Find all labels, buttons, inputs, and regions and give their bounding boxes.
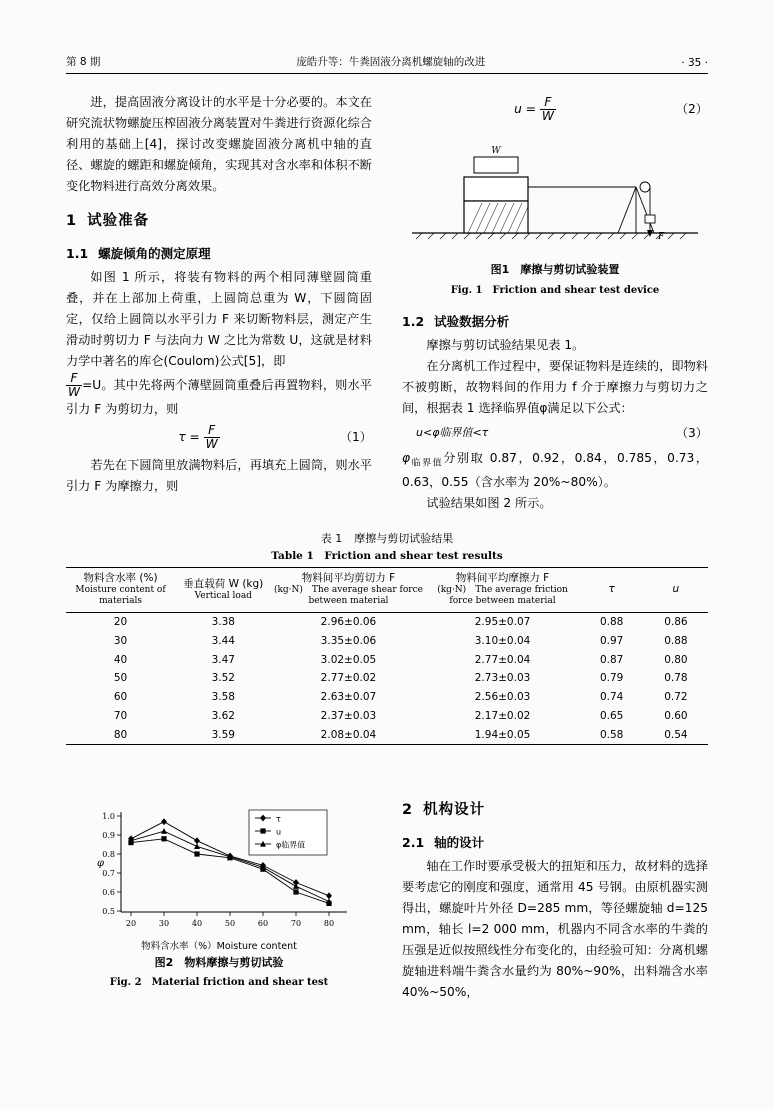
- col-header-moisture-cn: 物料含水率 (%): [83, 572, 158, 584]
- paragraph-results-ref: 摩擦与剪切试验结果见表 1。: [426, 338, 585, 353]
- col-header-friction: [426, 568, 580, 613]
- heading-2-1-text: 轴的设计: [434, 834, 485, 850]
- eq1-denominator: W: [205, 436, 218, 451]
- phi-values-text: 分别取 0.87，0.92，0.84，0.785，0.73，0.63，0.55（含水率为 20%~80%）。: [402, 451, 708, 490]
- paragraph-shaft-design: 轴在工作时要承受极大的扭矩和压力，故材料的选择要考虑它的刚度和强度，通常用 45 号钢。由原机器实测得出，螺旋叶片外径 D=285 mm，等径螺旋轴 d=125 mm，轴长 l=2 000 mm，机器内不同含水率的牛粪的压强是近似按照线性分布变化的，由经验可知：分离机螺旋轴进料端牛粪含水量约为 80%~90%，出料端含水率 40%~50%，: [402, 859, 708, 1000]
- table-cell: 3.44: [211, 634, 235, 647]
- table-cell: 2.77±0.04: [474, 653, 531, 666]
- table-row: [66, 725, 708, 744]
- table-cell: 2.96±0.06: [320, 616, 377, 629]
- table-row: [66, 669, 708, 688]
- heading-1-number: 1: [66, 212, 78, 229]
- table-cell: 0.97: [599, 634, 624, 647]
- col-header-load-cn: 垂直载荷 W (kg): [183, 577, 264, 590]
- heading-2-mechanism: [402, 798, 708, 823]
- figure-2-chart: [79, 800, 359, 940]
- chart-marker: [161, 836, 166, 841]
- intro-paragraph: 进，提高固液分离设计的水平是十分必要的。本文在研究流状物螺旋压榨固液分离装置对牛粪进行资源化综合利用的基础上[4]，探讨改变螺旋固液分离机中轴的直径、螺旋的螺距和螺旋倾角，实现其对含水率和体积不断变化物料进行高效分离效果。: [66, 95, 372, 193]
- table-cell: 2.73±0.03: [474, 672, 531, 685]
- table-cell: 3.02±0.05: [320, 653, 377, 666]
- table-cell: 3.62: [211, 709, 235, 722]
- equation-3: u<φ临界值<τ: [416, 426, 489, 440]
- header-issue: 第 8 期: [66, 56, 101, 68]
- chart-marker: [194, 851, 199, 856]
- col-header-load-en: Vertical load: [194, 590, 252, 601]
- table-row: [66, 707, 708, 726]
- figure-1: [402, 129, 708, 257]
- col-header-moisture-en: Moisture content of materials: [75, 585, 166, 607]
- table-cell: 50: [113, 672, 128, 685]
- table-cell: 2.56±0.03: [474, 691, 531, 704]
- table-1-number: 表 1: [320, 532, 343, 545]
- eq2-numerator: F: [540, 96, 556, 110]
- table-cell: 2.37±0.03: [320, 709, 377, 722]
- equation-1-number: （1）: [339, 429, 372, 444]
- table-cell: 20: [113, 616, 128, 629]
- fraction-f-over-w-eq1: [204, 424, 220, 451]
- fraction-f-over-w-eq2: [540, 96, 556, 123]
- table-cell: 2.08±0.04: [320, 728, 377, 741]
- paragraph-friction-case: 若先在下圆筒里放满物料后，再填充上圆筒，则水平引力 F 为摩擦力，则: [66, 457, 372, 493]
- heading-1-1-number: 1.1: [66, 245, 89, 261]
- svg-text:0.5: 0.5: [102, 907, 115, 916]
- table-cell: 2.63±0.07: [320, 691, 377, 704]
- chart-marker: [293, 883, 299, 889]
- table-cell: 3.59: [211, 728, 235, 741]
- equation-2-row: [402, 96, 708, 123]
- figure-2-caption-cn: 图2 物料摩擦与剪切试验: [154, 956, 284, 969]
- figure-2-caption-en: Fig. 2 Material friction and shear test: [109, 977, 329, 988]
- figure-1-caption-cn: 图1 摩擦与剪切试验装置: [490, 262, 620, 276]
- equation-1-row: [66, 424, 372, 451]
- chart-marker: [293, 889, 298, 894]
- equation-2-number: （2）: [675, 101, 708, 116]
- table-cell: 0.88: [664, 634, 688, 647]
- heading-1-2-text: 试验数据分析: [434, 313, 510, 329]
- table-cell: 3.58: [211, 691, 235, 704]
- heading-2-1: [402, 832, 708, 854]
- table-cell: 0.88: [599, 616, 624, 629]
- heading-1-1-text: 螺旋倾角的测定原理: [98, 245, 211, 261]
- table-cell: 0.80: [664, 653, 688, 666]
- col-header-friction-cn: 物料间平均摩擦力 F: [455, 572, 550, 584]
- svg-text:70: 70: [290, 919, 302, 928]
- table-cell: 0.87: [599, 653, 624, 666]
- table-row: [66, 650, 708, 669]
- table-row: [66, 688, 708, 707]
- svg-text:0.9: 0.9: [102, 831, 115, 840]
- table-1-block: [66, 530, 708, 745]
- phi-symbol: φ: [402, 451, 411, 466]
- table-cell: 3.10±0.04: [474, 634, 531, 647]
- table-1-title-text: 摩擦与剪切试验结果: [354, 532, 454, 545]
- table-1: [66, 567, 708, 745]
- svg-text:50: 50: [224, 919, 236, 928]
- header-page-number: · 35 ·: [681, 57, 708, 69]
- heading-1-2-number: 1.2: [402, 313, 425, 329]
- figure-2-block: [66, 800, 372, 988]
- table-cell: 0.65: [599, 709, 624, 722]
- fraction-numerator-f: F: [66, 372, 82, 386]
- fraction-f-over-w: [66, 372, 82, 399]
- fraction-denominator-w: W: [68, 385, 81, 400]
- chart-legend-label: τ: [276, 814, 281, 824]
- table-cell: 60: [113, 691, 128, 704]
- heading-1-2: [402, 311, 708, 333]
- table-1-body: [66, 612, 708, 744]
- svg-text:0.6: 0.6: [102, 888, 115, 897]
- heading-2-text: 机构设计: [423, 802, 486, 818]
- table-1-title-en: Table 1 Friction and shear test results: [271, 550, 503, 562]
- table-cell: 2.77±0.02: [320, 672, 377, 685]
- table-cell: 0.54: [664, 728, 688, 741]
- header-title: 庞皓升等：牛粪固液分离机螺旋轴的改进: [296, 56, 486, 68]
- equation-2: u = $\frac{F}{W}$: [514, 95, 554, 123]
- eq2-denominator: W: [541, 108, 554, 123]
- table-cell: 80: [113, 728, 128, 741]
- table-cell: 0.60: [664, 709, 688, 722]
- table-cell: 3.38: [211, 616, 235, 629]
- chart-marker: [260, 828, 265, 833]
- figure-1-caption-en: Fig. 1 Friction and shear test device: [450, 284, 660, 296]
- right-column: [402, 92, 708, 514]
- equation-3-row: [402, 423, 708, 444]
- col-header-shear: [271, 568, 425, 613]
- table-cell: 70: [113, 709, 128, 722]
- paragraph-phi-values: [402, 448, 708, 493]
- table-cell: 2.95±0.07: [474, 616, 531, 629]
- table-1-title-cn: [66, 530, 708, 546]
- col-header-shear-cn: 物料间平均剪切力 F: [301, 572, 396, 584]
- table-cell: 0.78: [664, 672, 688, 685]
- table-cell: 0.86: [664, 616, 688, 629]
- col-header-u: u: [672, 583, 680, 596]
- table-cell: 0.79: [599, 672, 624, 685]
- svg-text:W: W: [491, 145, 501, 156]
- svg-text:30: 30: [158, 919, 170, 928]
- table-cell: 3.47: [211, 653, 235, 666]
- eq1-numerator: F: [204, 424, 220, 438]
- table-cell: 3.52: [211, 672, 235, 685]
- table-header-row: [66, 568, 708, 613]
- figure-2-xlabel: 物料含水率（%）Moisture content: [141, 941, 297, 952]
- svg-text:0.8: 0.8: [102, 850, 115, 859]
- svg-text:0.7: 0.7: [102, 869, 115, 878]
- equation-1: τ = $\frac{F}{W}$: [178, 422, 218, 451]
- section-2: [402, 798, 708, 1003]
- table-cell: 2.17±0.02: [474, 709, 531, 722]
- table-1-head: [66, 568, 708, 613]
- equation-3-number: （3）: [675, 426, 708, 441]
- col-header-load: [175, 568, 271, 613]
- table-cell: 1.94±0.05: [474, 728, 531, 741]
- heading-1-text: 试验准备: [87, 212, 150, 229]
- table-cell: 0.58: [599, 728, 624, 741]
- svg-text:1.0: 1.0: [102, 812, 115, 821]
- paragraph-figure2-ref: 试验结果如图 2 所示。: [426, 496, 552, 511]
- chart-legend-label: u: [276, 827, 282, 837]
- table-row: [66, 612, 708, 631]
- svg-text:80: 80: [323, 919, 335, 928]
- table-cell: 30: [113, 634, 128, 647]
- equation-fw-u: [66, 372, 372, 420]
- page-header: [66, 54, 708, 74]
- svg-text:φ: φ: [97, 858, 105, 869]
- table-cell: 40: [113, 653, 128, 666]
- svg-text:60: 60: [257, 919, 269, 928]
- table-cell: 0.74: [599, 691, 624, 704]
- col-header-friction-en: (kg·N) The average friction force between material: [437, 585, 568, 607]
- col-header-shear-en: (kg·N) The average shear force between material: [273, 585, 423, 607]
- heading-2-number: 2: [402, 802, 414, 818]
- paragraph-continuity: 在分离机工作过程中，要保证物料是连续的，即物料不被剪断，故物料间的作用力 f 介于摩擦力与剪切力之间，根据表 1 选择临界值φ满足以下公式：: [402, 359, 708, 416]
- svg-text:20: 20: [125, 919, 137, 928]
- paragraph-coulomb-continued: =U。其中先将两个薄壁圆筒重叠后再置物料，则水平引力 F 为剪切力，则: [66, 378, 372, 416]
- table-cell: 3.35±0.06: [320, 634, 377, 647]
- chart-marker: [194, 837, 200, 844]
- paragraph-measure-principle: 如图 1 所示，将装有物料的两个相同薄壁圆筒重叠，并在上部加上荷重，上圆筒总重为 W，下圆筒固定，仅给上圆筒以水平引力 F 来切断物料层，测定产生滑动时剪切力 F 与法向力 W 之比为常数 U，这就是材料力学中著名的库仑(Coulom)公式[5]，即: [66, 270, 372, 369]
- col-header-moisture: [66, 568, 175, 613]
- figure-1-drawing: [402, 129, 708, 257]
- col-header-tau: τ: [608, 583, 615, 596]
- chart-marker: [161, 818, 167, 825]
- chart-legend-label: φ临界值: [276, 840, 306, 850]
- svg-text:40: 40: [191, 919, 203, 928]
- chart-marker: [161, 828, 167, 834]
- svg-text:F: F: [658, 231, 665, 242]
- left-column: [66, 92, 372, 496]
- table-cell: 0.72: [664, 691, 688, 704]
- heading-1-1: [66, 243, 372, 265]
- table-row: [66, 631, 708, 650]
- heading-1-test-prep: [66, 209, 372, 234]
- chart-legend: [249, 810, 327, 855]
- heading-2-1-number: 2.1: [402, 834, 425, 850]
- chart-marker: [194, 843, 200, 849]
- chart-marker: [326, 892, 332, 899]
- phi-subscript: 临界值: [410, 458, 444, 469]
